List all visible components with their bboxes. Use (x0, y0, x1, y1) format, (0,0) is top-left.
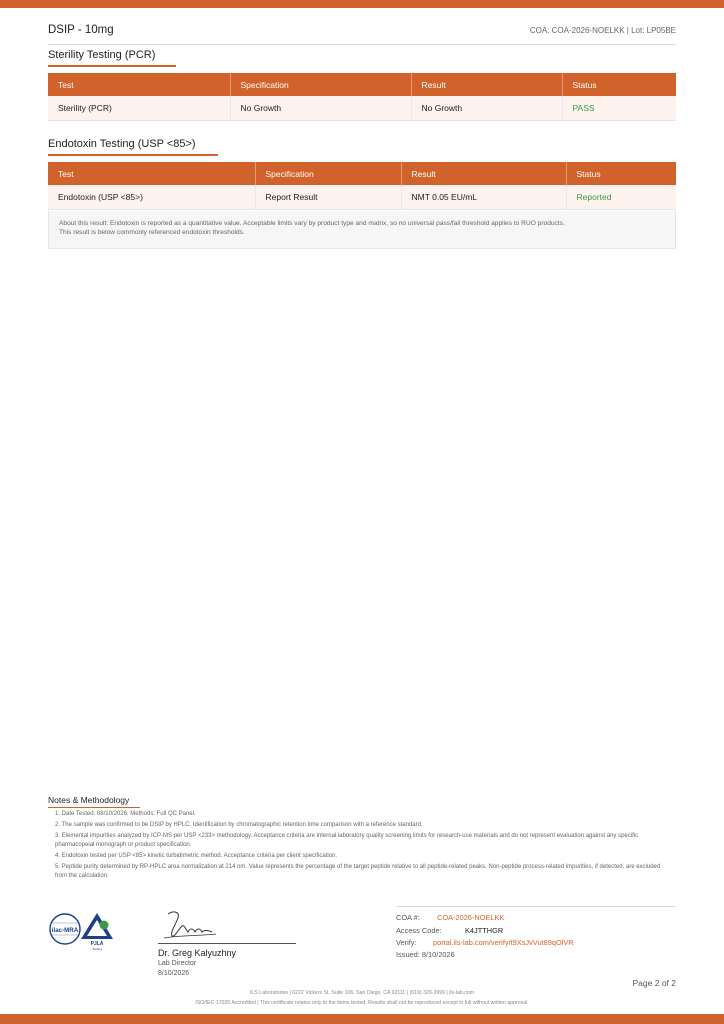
column-header: Result (411, 73, 562, 96)
test-cell: Endotoxin (USP <85>) (48, 185, 255, 209)
notes-title: Notes & Methodology (48, 795, 129, 805)
column-header: Status (566, 162, 676, 185)
bottom-accent-bar (0, 1014, 724, 1024)
product-name: DSIP - 10mg (48, 24, 114, 36)
status-cell: Reported (566, 185, 676, 209)
status-cell: PASS (562, 96, 676, 120)
about-result-note: About this result: Endotoxin is reported as a quantitative value. Acceptable limits vary by product type and matrix, so no universal pass/fail threshold applies to RUO products. This result is below commonly referenced endotoxin thresholds. (48, 211, 676, 249)
endotoxin-table (48, 162, 676, 210)
divider (396, 906, 676, 907)
list-item: 2. The sample was confirmed to be DSIP by HPLC. Identification by chromatographic retention time comparison with a reference standard. (55, 822, 423, 829)
column-header: Result (401, 162, 566, 185)
verify-row: Verify: portal.ils-lab.com/verify/t9XsJvVut89qOlVR (396, 938, 574, 947)
verify-link[interactable]: portal.ils-lab.com/verify/t9XsJvVut89qOlVR (433, 938, 574, 947)
issued-date: Issued: 8/10/2026 (396, 950, 455, 959)
signer-name: Dr. Greg Kalyuzhny (158, 948, 237, 958)
access-code-row: Access Code: K4JTTHGR (396, 926, 504, 935)
page-header (48, 24, 676, 45)
column-header: Status (562, 73, 676, 96)
column-header: Test (48, 162, 255, 185)
sterility-section-title: Sterility Testing (PCR) (48, 49, 155, 64)
signature-icon (160, 908, 220, 942)
page-number: Page 2 of 2 (632, 978, 676, 988)
title-underline (48, 807, 140, 808)
coa-lot-reference: COA: COA-2026-NOELKK | Lot: LP05BE (529, 26, 676, 35)
table-row (48, 185, 676, 209)
footer-disclaimer: ISO/IEC 17025 Accredited | This certificate relates only to the items tested. Results shall not be reproduced except in full without written approval. (195, 1000, 529, 1006)
table-header-row (48, 73, 676, 96)
svg-text:Testing: Testing (92, 947, 102, 951)
endotoxin-section-title: Endotoxin Testing (USP <85>) (48, 138, 196, 153)
list-item: 5. Peptide purity determined by RP-HPLC area normalization at 214 nm. Value represents the percentage of the target peptide relative to all peptide-related peaks. Non-peptide process-related impurities, if detected, are excluded from the calculation. (55, 864, 661, 879)
ilac-mra-logo-icon (48, 912, 82, 946)
footer-address: ILS Laboratories | 6222 Vickers St, Suite 106, San Diego, CA 92111 | (619) 329-3999 | ils-lab.com (249, 990, 475, 996)
title-underline (48, 154, 218, 156)
title-underline (48, 65, 176, 67)
signer-date: 8/10/2026 (158, 970, 190, 977)
specification-cell: No Growth (230, 96, 411, 120)
top-accent-bar (0, 0, 724, 8)
access-code: K4JTTHGR (465, 926, 504, 935)
column-header: Specification (230, 73, 411, 96)
column-header: Specification (255, 162, 401, 185)
svg-text:ilac-MRA: ilac-MRA (51, 927, 79, 934)
test-cell: Sterility (PCR) (48, 96, 230, 120)
notes-list (55, 810, 673, 883)
specification-cell: Report Result (255, 185, 401, 209)
coa-number: COA-2026-NOELKK (437, 913, 505, 922)
svg-text:PJLA: PJLA (90, 941, 104, 947)
result-cell: No Growth (411, 96, 562, 120)
result-cell: NMT 0.05 EU/mL (401, 185, 566, 209)
column-header: Test (48, 73, 230, 96)
table-row (48, 96, 676, 120)
sterility-table (48, 73, 676, 121)
pjla-logo-icon (80, 912, 114, 952)
list-item: 3. Elemental impurities analyzed by ICP-MS per USP <233> methodology. Acceptance criteria are internal laboratory quality screening limits for research-use materials and do not represent evaluation against any specific pharmacopeial monograph or product specification. (55, 833, 639, 848)
list-item: 1. Date Tested: 08/10/2026. Methods: Full QC Panel. (55, 811, 196, 817)
coa-number-row: COA #: COA-2026-NOELKK (396, 913, 505, 922)
table-header-row (48, 162, 676, 185)
signature-line (158, 943, 296, 944)
list-item: 4. Endotoxin tested per USP <85> kinetic turbidimetric method. Acceptance criteria per client specification. (55, 853, 338, 860)
signer-title: Lab Director (158, 960, 197, 967)
